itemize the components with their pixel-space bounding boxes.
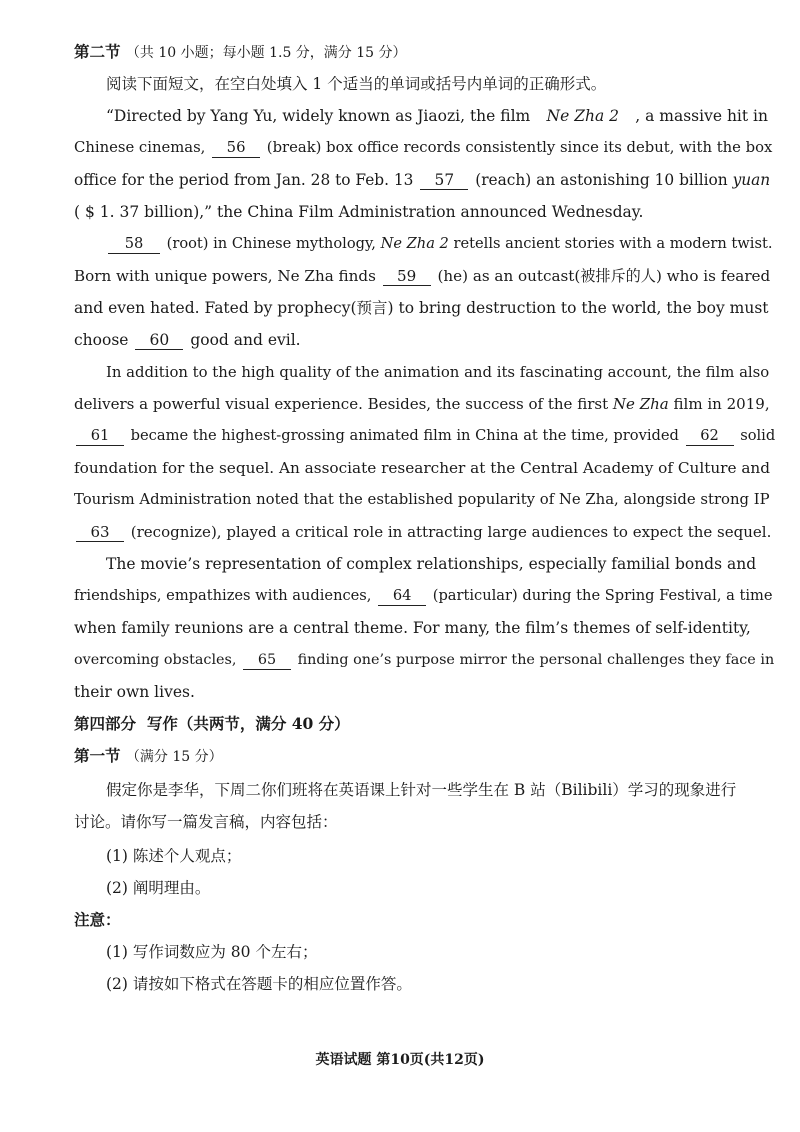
currency-term: yuan <box>732 171 771 189</box>
writing-prompt-line: 讨论。请你写一篇发言稿，内容包括： <box>74 813 338 831</box>
passage-text: film in 2019, <box>668 395 770 413</box>
passage-text: solid <box>735 427 776 444</box>
passage-line: The movie’s representation of complex relationships, especially familial bonds and <box>106 555 757 573</box>
passage-line <box>74 586 773 606</box>
passage-text: (particular) during the Spring Festival, a time <box>428 587 773 604</box>
passage-text: finding one’s purpose mirror the personal challenges they face in <box>293 652 775 668</box>
passage-text: delivers a powerful visual experience. Besides, the success of the first <box>74 395 613 413</box>
passage-line <box>106 106 768 126</box>
notice-label: 注意： <box>74 910 121 929</box>
subsection-score-note: （满分 15 分） <box>125 749 223 765</box>
blank-56[interactable]: 56 <box>212 139 260 158</box>
section-instruction: 阅读下面短文，在空白处填入 1 个适当的单词或括号内单词的正确形式。 <box>106 75 607 93</box>
passage-text: “Directed by Yang Yu, widely known as Jiaozi, the film <box>106 107 531 125</box>
passage-line <box>74 266 770 286</box>
passage-text: (he) as an outcast(被排斥的人) who is feared <box>432 267 771 285</box>
passage-text: , a massive hit in <box>635 107 768 125</box>
page-footer: 英语试题 第10页(共12页) <box>315 1052 485 1068</box>
blank-65[interactable]: 65 <box>243 651 291 670</box>
prompt-item: (2) 阐明理由。 <box>106 879 211 897</box>
passage-line: In addition to the high quality of the animation and its fascinating account, the film also <box>106 363 770 381</box>
passage-line <box>74 426 775 446</box>
passage-line: when family reunions are a central theme. For many, the film’s themes of self-identity, <box>74 619 751 637</box>
passage-line <box>106 234 773 254</box>
passage-line <box>74 330 301 350</box>
passage-text: Born with unique powers, Ne Zha finds <box>74 267 381 285</box>
section-score-note: （共 10 小题；每小题 1.5 分，满分 15 分） <box>125 45 407 61</box>
passage-text: overcoming obstacles, <box>74 652 242 668</box>
passage-text: (root) in Chinese mythology, <box>162 235 381 252</box>
passage-line: ( $ 1. 37 billion),” the China Film Administration announced Wednesday. <box>74 203 644 221</box>
passage-text: choose <box>74 331 134 349</box>
part-heading <box>74 714 350 734</box>
passage-text: office for the period from Jan. 28 to Feb. 13 <box>74 171 419 189</box>
prompt-item: (1) 陈述个人观点； <box>106 847 242 865</box>
part-subtitle: 写作（共两节，满分 40 分） <box>146 714 350 733</box>
passage-text: (break) box office records consistently since its debut, with the box <box>262 139 773 156</box>
section-title: 第二节 <box>74 42 121 61</box>
blank-62[interactable]: 62 <box>686 427 734 446</box>
film-title: Ne Zha 2 <box>380 235 449 252</box>
passage-line: foundation for the sequel. An associate researcher at the Central Academy of Culture and <box>74 459 771 477</box>
subsection-title: 第一节 <box>74 746 121 765</box>
passage-line <box>74 394 770 414</box>
passage-text: (recognize), played a critical role in attracting large audiences to expect the sequel. <box>126 523 772 541</box>
passage-line <box>74 170 770 190</box>
blank-64[interactable]: 64 <box>378 587 426 606</box>
passage-text: retells ancient stories with a modern twist. <box>448 235 773 252</box>
section-heading <box>74 42 407 63</box>
notice-item: (1) 写作词数应为 80 个左右； <box>106 943 318 961</box>
writing-prompt-line: 假定你是李华，下周二你们班将在英语课上针对一些学生在 B 站（Bilibili）学习的现象进行 <box>106 781 737 799</box>
passage-line <box>74 138 772 158</box>
blank-63[interactable]: 63 <box>76 523 124 542</box>
blank-61[interactable]: 61 <box>76 427 124 446</box>
passage-text: good and evil. <box>185 331 301 349</box>
blank-59[interactable]: 59 <box>383 267 431 286</box>
passage-line <box>74 522 771 542</box>
part-title: 第四部分 <box>74 714 137 733</box>
notice-item: (2) 请按如下格式在答题卡的相应位置作答。 <box>106 975 412 993</box>
passage-line: their own lives. <box>74 683 195 701</box>
passage-line: and even hated. Fated by prophecy(预言) to bring destruction to the world, the boy must <box>74 299 769 317</box>
passage-text: friendships, empathizes with audiences, <box>74 587 377 604</box>
blank-57[interactable]: 57 <box>420 171 468 190</box>
blank-58[interactable]: 58 <box>108 235 160 254</box>
passage-text: (reach) an astonishing 10 billion <box>470 171 733 189</box>
blank-60[interactable]: 60 <box>135 331 183 350</box>
passage-line <box>74 650 774 670</box>
film-title: Ne Zha <box>612 395 669 413</box>
passage-text: became the highest-grossing animated film in China at the time, provided <box>126 427 684 444</box>
passage-text: Chinese cinemas, <box>74 139 211 156</box>
subsection-heading <box>74 746 223 767</box>
passage-line: Tourism Administration noted that the established popularity of Ne Zha, alongside strong IP <box>74 491 770 508</box>
film-title: Ne Zha 2 <box>546 107 619 125</box>
